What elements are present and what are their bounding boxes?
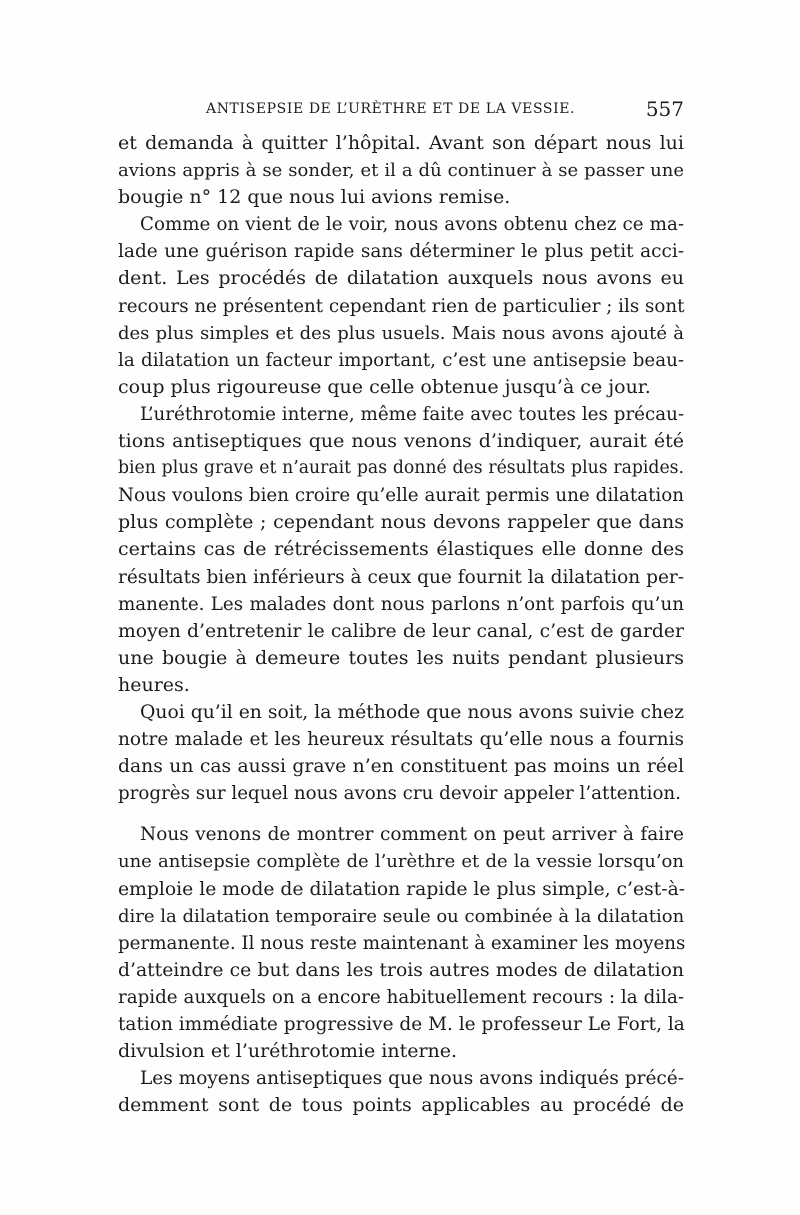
text-line: coup plus rigoureuse que celle obtenue jusqu’à ce jour. — [118, 375, 651, 398]
text-line: tions antiseptiques que nous venons d’indiquer, aurait été — [118, 430, 684, 453]
text-line: L’uréthrotomie interne, même faite avec toutes les précau- — [140, 403, 684, 425]
paragraph — [118, 211, 684, 401]
text-line: certains cas de rétrécissements élastiques elle donne des — [118, 538, 684, 561]
running-header — [118, 97, 684, 121]
text-line: moyen d’entretenir le calibre de leur canal, c’est de garder — [118, 620, 684, 642]
text-line: Quoi qu’il en soit, la méthode que nous avons suivie chez — [140, 701, 684, 723]
text-line: dent. Les procédés de dilatation auxquels nous avons eu — [118, 267, 684, 290]
text-line: Nous venons de montrer comment on peut arriver à faire — [140, 824, 684, 846]
text-line: bien plus grave et n’aurait pas donné des résultats plus rapides. — [118, 458, 684, 479]
text-line: progrès sur lequel nous avons cru devoir appeler l’attention. — [118, 783, 681, 805]
text-line: lade une guérison rapide sans déterminer le plus petit acci- — [118, 241, 684, 263]
text-line: avions appris à se sonder, et il a dû continuer à se passer une — [118, 160, 684, 182]
text-line: Comme on vient de le voir, nous avons obtenu chez ce ma- — [140, 214, 684, 236]
text-line: Les moyens antiseptiques que nous avons indiqués précé- — [140, 1068, 684, 1090]
text-line: heures. — [118, 673, 190, 696]
paragraph — [118, 1065, 684, 1119]
paragraph-gap — [118, 807, 684, 821]
paragraph — [118, 130, 684, 211]
text-line: résultats bien inférieurs à ceux que fournit la dilatation per- — [118, 566, 684, 588]
text-line: manente. Les malades dont nous parlons n’ont parfois qu’un — [118, 593, 684, 615]
text-line: divulsion et l’uréthrotomie interne. — [118, 1040, 458, 1063]
text-line: recours ne présentent cependant rien de particulier ; ils sont — [118, 295, 685, 317]
page-number: 557 — [645, 97, 684, 121]
text-line: la dilatation un facteur important, c’est une antisepsie beau- — [118, 349, 684, 371]
text-line: bougie n° 12 que nous lui avions remise. — [118, 186, 511, 209]
text-line: Nous voulons bien croire qu’elle aurait permis une dilatation — [118, 485, 684, 507]
text-line: dire la dilatation temporaire seule ou combinée à la dilatation — [118, 905, 685, 927]
text-line: rapide auxquels on a encore habituellement recours : la dila- — [118, 986, 684, 1008]
body-text — [118, 130, 684, 1119]
text-line: et demanda à quitter l’hôpital. Avant son départ nous lui — [118, 132, 684, 154]
text-line: dans un cas aussi grave n’en constituent pas moins un réel — [118, 756, 684, 778]
paragraph — [118, 401, 684, 699]
paragraph — [118, 699, 684, 807]
text-line: une antisepsie complète de l’urèthre et de la vessie lorsqu’on — [118, 851, 684, 873]
text-line: des plus simples et des plus usuels. Mais nous avons ajouté à — [118, 322, 684, 344]
text-line: plus complète ; cependant nous devons rappeler que dans — [118, 511, 684, 534]
text-line: d’atteindre ce but dans les trois autres modes de dilatation — [118, 959, 684, 981]
text-line: demment sont de tous points applicables au procédé de — [118, 1094, 684, 1117]
text-line: une bougie à demeure toutes les nuits pendant plusieurs — [118, 646, 684, 669]
paragraph — [118, 821, 684, 1065]
text-line: tation immédiate progressive de M. le professeur Le Fort, la — [118, 1014, 685, 1035]
running-title: ANTISEPSIE DE L’URÈTHRE ET DE LA VESSIE. — [206, 101, 576, 117]
text-line: permanente. Il nous reste maintenant à examiner les moyens — [118, 932, 686, 954]
text-line: notre malade et les heureux résultats qu’elle nous a fournis — [118, 729, 684, 751]
text-line: emploie le mode de dilatation rapide le plus simple, c’est-à- — [118, 878, 686, 900]
